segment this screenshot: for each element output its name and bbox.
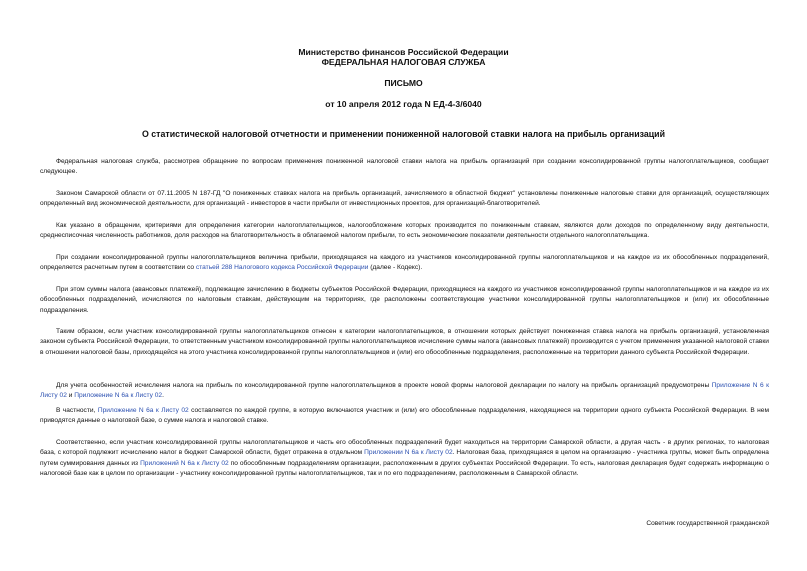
paragraph-4-text-a: При создании консолидированной группы налогоплательщиков величина прибыли, приходящаяся на каждого из участников консолидированной группы налогоплательщиков и на каждое из их обособленных подразделений, определяется расчетным путем в соответствии со	[40, 254, 769, 272]
paragraph-5: При этом суммы налога (авансовых платежей), подлежащие зачислению в бюджеты субъектов Российской Федерации, приходящиеся на каждого из участников консолидированной группы налогоплательщиков и на каждое из их обособленных подразделений, исчисляются по налоговым ставкам, действующим на территориях, где расположены соответствующие участники консолидированной группы налогоплательщиков и (или) их обособленные подразделения.	[40, 286, 769, 314]
paragraph-8	[40, 406, 769, 427]
paragraph-6: Таким образом, если участник консолидированной группы налогоплательщиков отнесен к категории налогоплательщиков, в отношении которых действует пониженная ставка налога на прибыль организаций, установленная законом субъекта Российской Федерации, то ответственным участником консолидированной группы налогоплательщиков исчисление суммы налога (авансовых платежей) производится с учетом применения указанной налоговой ставки в отношении налоговой базы, приходящейся на этого участника консолидированной группы налогоплательщиков и (или) его обособленные подразделения, расположенные на территории данного субъекта Российской Федерации.	[40, 328, 769, 356]
document-date-number: от 10 апреля 2012 года N ЕД-4-3/6040	[325, 99, 482, 109]
appendix-6a-link-2[interactable]: Приложение N 6а к Листу 02	[97, 407, 189, 414]
document-type: ПИСЬМО	[384, 78, 423, 88]
paragraph-9-text-a: Соответственно, если участник консолидированной группы налогоплательщиков и часть его обособленных подразделений будет находиться на территории Самарской области, а другая часть - в других регионах, то налоговая база, с которой подлежит исчислению налог в бюджет Самарской области, будет отражена в отдельном	[40, 439, 769, 457]
appendix-6a-link[interactable]: Приложение N 6а к Листу 02	[74, 392, 163, 400]
paragraph-7	[40, 381, 769, 402]
paragraph-9-text-mid: . Налоговая база, приходящаяся в целом на организацию - участника группы, может быть определена путем суммирования данных из	[40, 449, 769, 467]
paragraph-7-text-a: Для учета особенностей исчисления налога на прибыль по консолидированной группе налогоплательщиков в проекте новой формы налоговой декларации по налогу на прибыль организаций предусмотрены	[56, 382, 712, 389]
paragraph-7-text-b: .	[162, 392, 164, 400]
paragraph-8-text-a: В частности,	[56, 407, 98, 414]
paragraph-1: Федеральная налоговая служба, рассмотрев обращение по вопросам применения пониженной налоговой ставки налога на прибыль организаций при создании консолидированной группы налогоплательщиков, сообщает следующее.	[40, 158, 769, 176]
paragraph-9	[40, 438, 769, 480]
tax-code-article-link[interactable]: статьей 288 Налогового кодекса Российской Федерации	[195, 264, 369, 272]
paragraph-3: Как указано в обращении, критериями для определения категории налогоплательщиков, налогообложение которых производится по пониженным ставкам, являются доли доходов по определенному виду деятельности, среднесписочная численность работников, доля расходов на благотворительность в облагаемой налогом прибыли, то есть экономические показатели деятельности отдельного налогоплательщика.	[40, 222, 769, 240]
document-subject: О статистической налоговой отчетности и применении пониженной налоговой ставки налога на прибыль организаций	[142, 129, 665, 139]
appendix-6-link[interactable]: Приложение N 6 к Листу 02	[40, 382, 770, 400]
paragraph-4	[40, 253, 769, 274]
appendix-6a-link-3[interactable]: Приложении N 6а к Листу 02	[364, 449, 453, 457]
paragraph-8-text-b: составляется по каждой группе, в которую включаются участник и (или) его обособленные подразделения, находящиеся на территории одного субъекта Российской Федерации. В нем приводятся данные о налоговой базе, о сумме налога и налоговой ставке.	[40, 407, 769, 425]
service-title: ФЕДЕРАЛЬНАЯ НАЛОГОВАЯ СЛУЖБА	[321, 57, 486, 67]
signature-title: Советник государственной гражданской	[646, 520, 769, 527]
paragraph-9-text-b: по обособленным подразделениям организации, расположенным в других субъектах Российской Федерации. То есть, налоговая декларация будет содержать информацию о налоговой базе как в целом по организации - участнику консолидированной группы налогоплательщиков, так и по его подразделениям, расположенным в Самарской области.	[40, 459, 769, 478]
paragraph-4-text-b: (далее - Кодекс).	[368, 264, 423, 272]
appendices-6a-link[interactable]: Приложений N 6а к Листу 02	[140, 459, 229, 467]
paragraph-7-text-mid: и	[66, 392, 75, 400]
ministry-title: Министерство финансов Российской Федерации	[298, 47, 509, 57]
paragraph-2: Законом Самарской области от 07.11.2005 N 187-ГД "О пониженных ставках налога на прибыль организаций, зачисляемого в областной бюджет" установлены пониженные налоговые ставки для организаций, осуществляющих определенный вид экономической деятельности, для организаций - инвесторов в части прибыли от инвестиционных проектов, для организаций-благотворителей.	[40, 190, 769, 208]
